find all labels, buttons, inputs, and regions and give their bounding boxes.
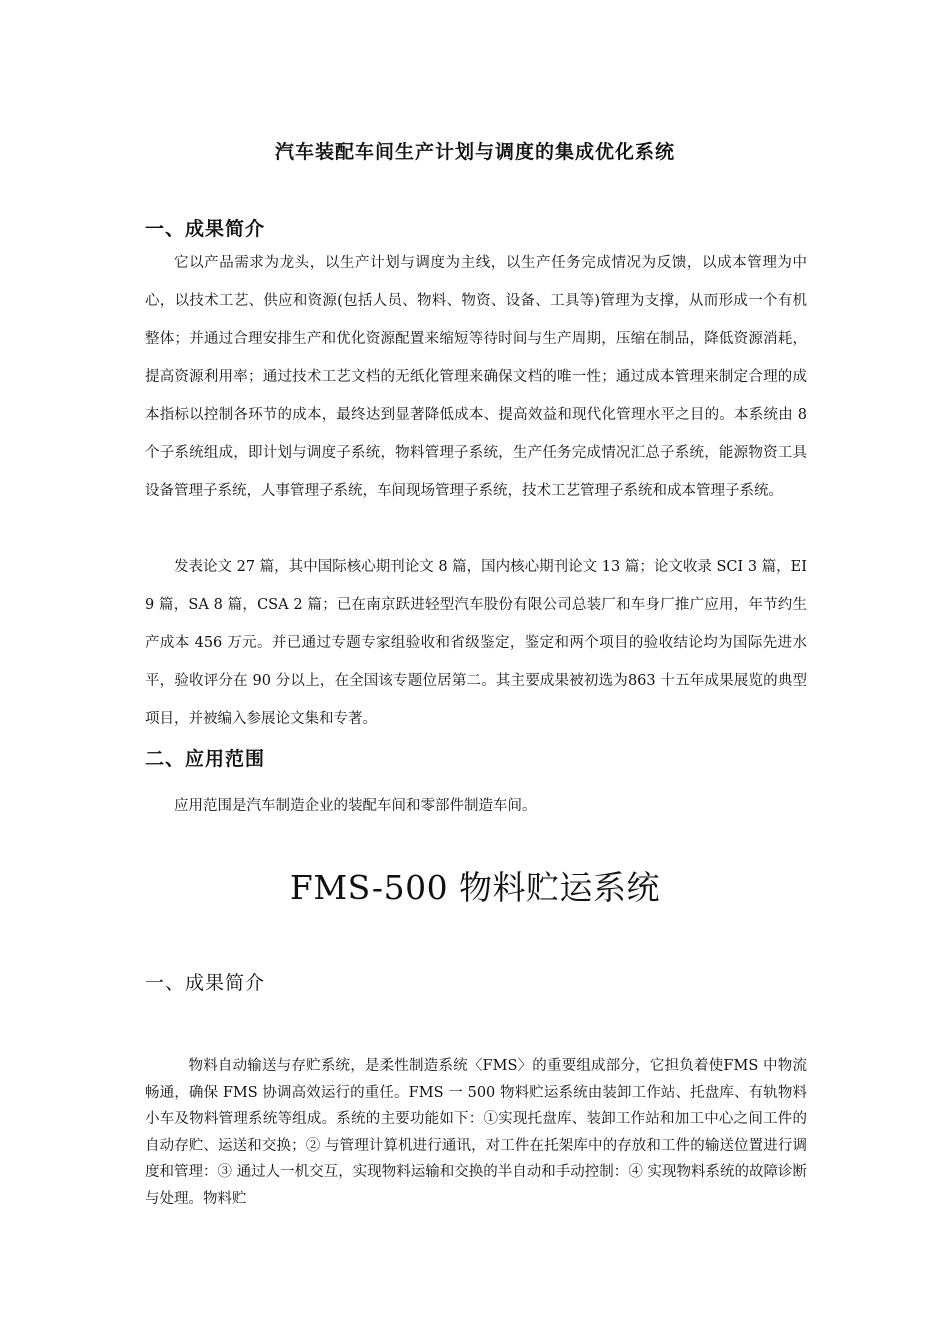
section-heading-application-scope: 二、应用范围 <box>145 748 266 770</box>
second-document-title: FMS-500 物料贮运系统 <box>289 868 661 907</box>
section-heading-achievement-intro: 一、成果简介 <box>145 218 266 240</box>
paragraph-fms-description: 物料自动输送与存贮系统，是柔性制造系统〈FMS〉的重要组成部分，它担负着使FMS 中物流畅通，确保 FMS 协调高效运行的重任。FMS 一 500 物料贮运系统由装卸工作站、托盘库、有轨物料小车及物料管理系统等组成。系统的主要功能如下：①实现托盘库、装卸工作站和加工中心之间工件的自动存贮、运送和交换；② 与管理计算机进行通讯，对工件在托架库中的存放和工件的输送位置进行调度和管理：③ 通过人一机交互，实现物料运输和交换的半自动和手动控制：④ 实现物料系统的故障诊断与处理。物料贮 <box>145 1058 807 1207</box>
paragraph-publications-results: 发表论文 27 篇，其中国际核心期刊论文 8 篇，国内核心期刊论文 13 篇；论文收录 SCI 3 篇，EI 9 篇，SA 8 篇，CSA 2 篇；已在南京跃进轻型汽车股份有限公司总装厂和车身厂推广应用，年节约生产成本 456 万元。并已通过专题专家组验收和省级鉴定，鉴定和两个项目的验收结论均为国际先进水平，验收评分在 90 分以上，在全国该专题位居第二。其主要成果被初选为863 十五年成果展览的典型项目，并被编入参展论文集和专著。 <box>145 559 807 727</box>
second-section-heading-achievement-intro: 一、成果简介 <box>145 972 266 994</box>
paragraph-application-scope: 应用范围是汽车制造企业的装配车间和零部件制造车间。 <box>174 798 537 814</box>
document-title: 汽车装配车间生产计划与调度的集成优化系统 <box>274 141 675 163</box>
paragraph-system-description: 它以产品需求为龙头，以生产计划与调度为主线，以生产任务完成情况为反馈，以成本管理为中心，以技术工艺、供应和资源(包括人员、物料、物资、设备、工具等)管理为支撑，从而形成一个有机整体；并通过合理安排生产和优化资源配置来缩短等待时间与生产周期，压缩在制品，降低资源消耗，提高资源利用率；通过技术工艺文档的无纸化管理来确保文档的唯一性；通过成本管理来制定合理的成本指标以控制各环节的成本，最终达到显著降低成本、提高效益和现代化管理水平之目的。本系统由 8 个子系统组成，即计划与调度子系统，物料管理子系统，生产任务完成情况汇总子系统，能源物资工具设备管理子系统，人事管理子系统，车间现场管理子系统，技术工艺管理子系统和成本管理子系统。 <box>145 255 807 499</box>
